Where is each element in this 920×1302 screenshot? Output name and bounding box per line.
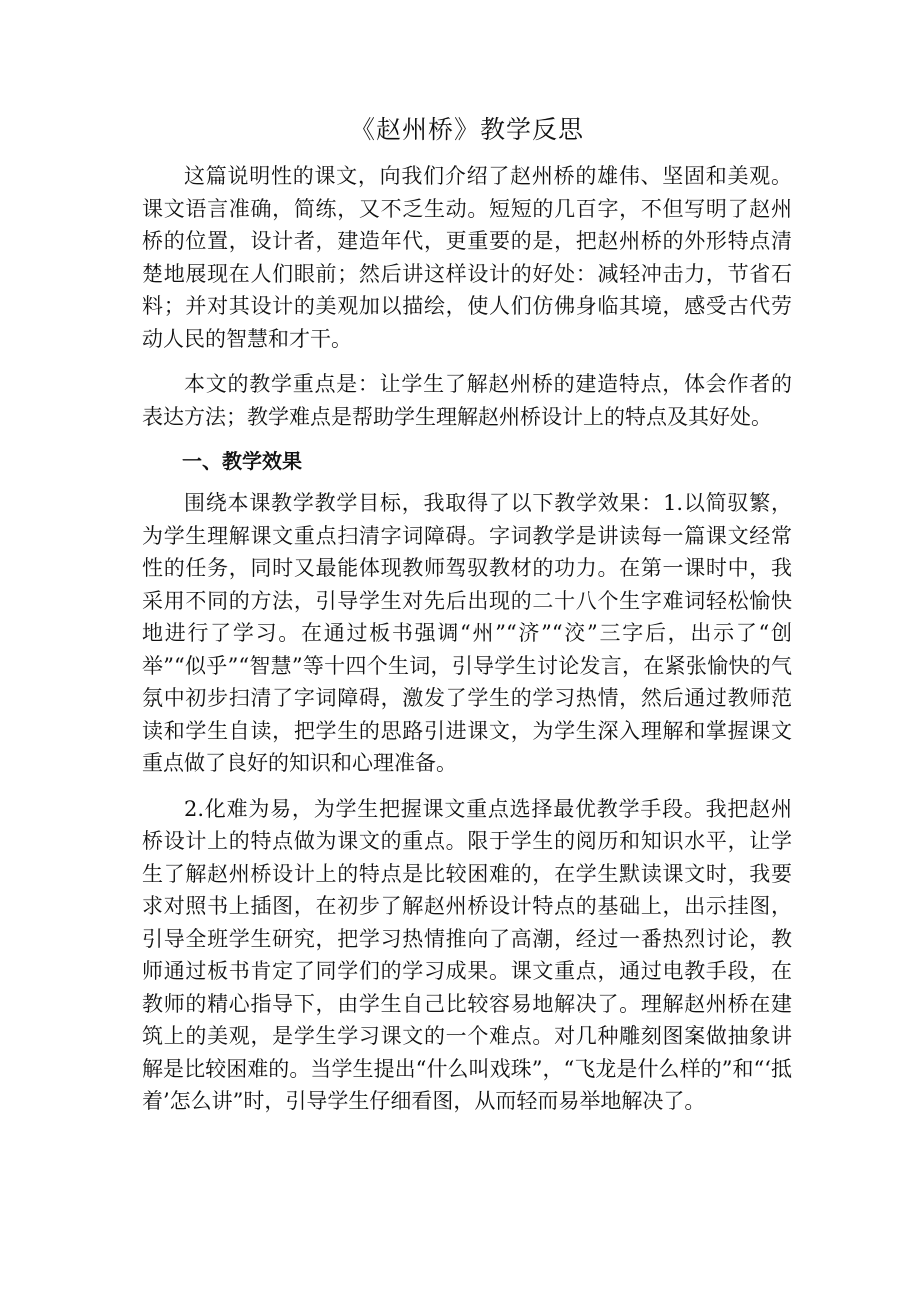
intro-paragraph-1: 这篇说明性的课文，向我们介绍了赵州桥的雄伟、坚固和美观。课文语言准确，简练，又不乏生动。短短的几百字，不但写明了赵州桥的位置，设计者，建造年代，更重要的是，把赵州桥的外形特点清楚地展现在人们眼前；然后讲这样设计的好处：减轻冲击力，节省石料；并对其设计的美观加以描绘，使人们仿佛身临其境，感受古代劳动人民的智慧和才干。 bbox=[142, 164, 792, 351]
section-paragraph-2: 2.化难为易，为学生把握课文重点选择最优教学手段。我把赵州桥设计上的特点做为课文的重点。限于学生的阅历和知识水平，让学生了解赵州桥设计上的特点是比较困难的，在学生默读课文时，我要求对照书上插图，在初步了解赵州桥设计特点的基础上，出示挂图，引导全班学生研究，把学习热情推向了高潮，经过一番热烈讨论，教师通过板书肯定了同学们的学习成果。课文重点，通过电教手段，在教师的精心指导下，由学生自己比较容易地解决了。理解赵州桥在建筑上的美观，是学生学习课文的一个难点。对几种雕刻图案做抽象讲解是比较困难的。当学生提出“什么叫戏珠”，“飞龙是什么样的”和“‘抵着’怎么讲”时，引导学生仔细看图，从而轻而易举地解决了。 bbox=[142, 796, 792, 1113]
intro-paragraph-2: 本文的教学重点是：让学生了解赵州桥的建造特点，体会作者的表达方法；教学难点是帮助学生理解赵州桥设计上的特点及其好处。 bbox=[142, 372, 792, 429]
section-paragraph-1: 围绕本课教学教学目标，我取得了以下教学效果：1.以简驭繁，为学生理解课文重点扫清字词障碍。字词教学是讲读每一篇课文经常性的任务，同时又最能体现教师驾驭教材的功力。在第一课时中，我采用不同的方法，引导学生对先后出现的二十八个生字难词轻松愉快地进行了学习。在通过板书强调“州”“济”“洨”三字后，出示了“创举”“似乎”“智慧”等十四个生词，引导学生讨论发言，在紧张愉快的气氛中初步扫清了字词障碍，激发了学生的学习热情，然后通过教师范读和学生自读，把学生的思路引进课文，为学生深入理解和掌握课文重点做了良好的知识和心理准备。 bbox=[142, 491, 792, 775]
document-page bbox=[142, 112, 792, 1118]
document-title: 《赵州桥》教学反思 bbox=[349, 115, 584, 144]
section-heading: 一、教学效果 bbox=[182, 449, 302, 473]
